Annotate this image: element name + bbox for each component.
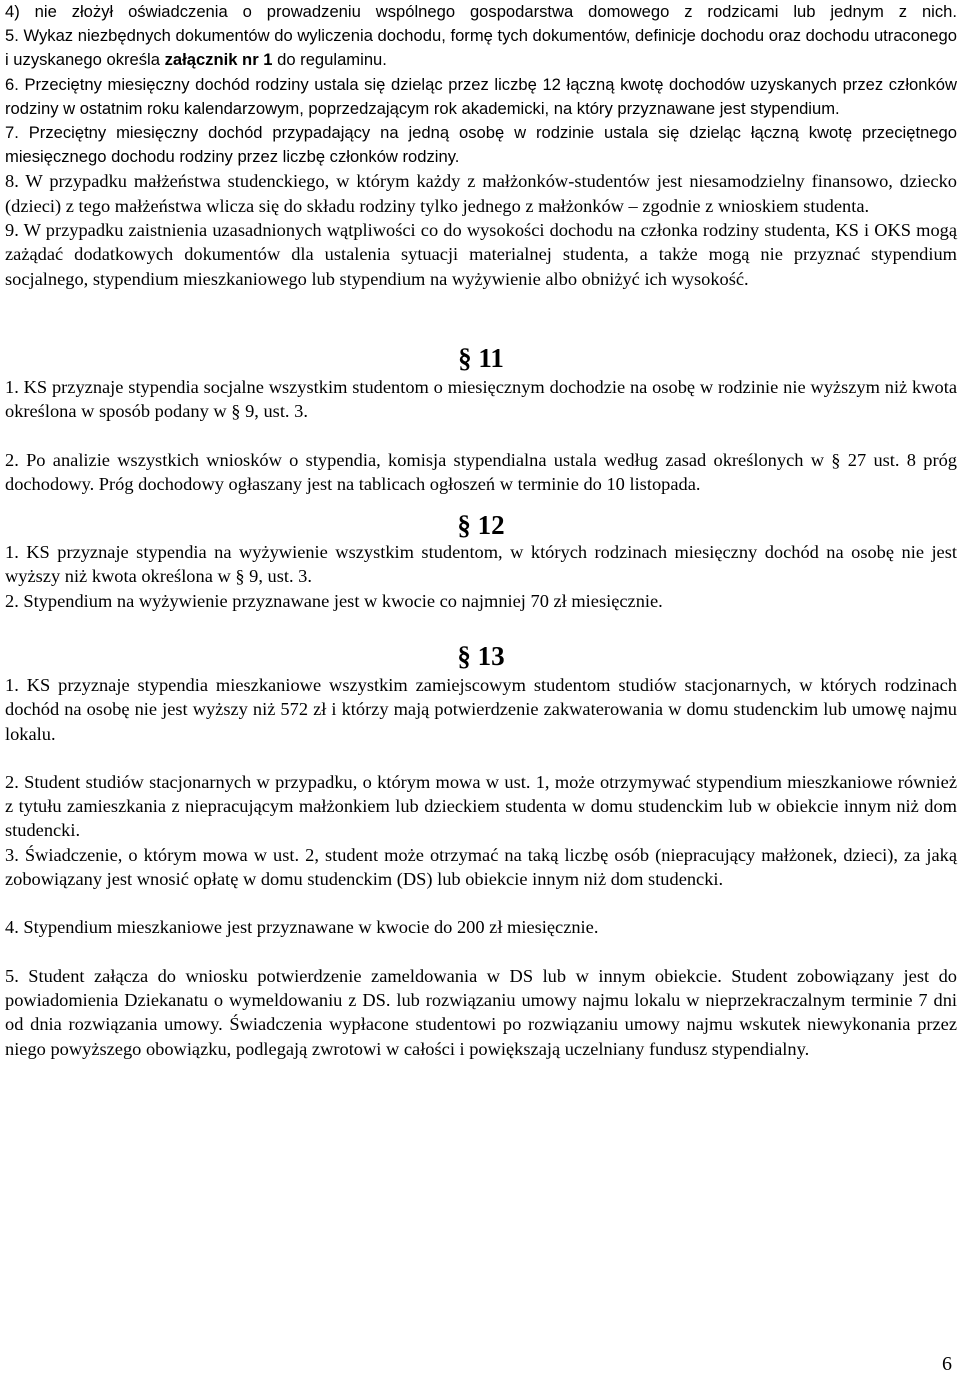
paragraph-item-4: 4) nie złożył oświadczenia o prowadzeniu wspólnego gospodarstwa domowego z rodzicami lub jednym z nich. <box>5 2 957 21</box>
paragraph-item-6: 6. Przeciętny miesięczny dochód rodziny ustala się dzieląc przez liczbę 12 łączną kwotę dochodów uzyskanych przez członków rodziny w ostatnim roku kalendarzowym, poprzedzającym rok akademicki, na który przyznawane jest stypendium. <box>5 74 957 118</box>
attachment-reference: załącznik nr 1 <box>164 50 273 70</box>
section-13-paragraph-5: 5. Student załącza do wniosku potwierdzenie zameldowania w DS lub w innym obiekcie. Student zobowiązany jest do powiadomienia Dziekanatu o wymeldowaniu z DS. lub rozwiązaniu umowy najmu lokalu w nieprzekraczalnym terminie 7 dni od dnia rozwiązania umowy. Świadczenia wypłacone studentowi po rozwiązaniu umowy najmu wskutek niewykonania przez niego powyższego obowiązku, podlegają zwrotowi w całości i powiększają uczelniany fundusz stypendialny. <box>5 965 957 1059</box>
section-12-paragraph-2: 2. Stypendium na wyżywienie przyznawane jest w kwocie co najmniej 70 zł miesięcznie. <box>5 590 663 611</box>
section-heading: § 13 <box>457 640 505 671</box>
section-11-paragraph-1: 1. KS przyznaje stypendia socjalne wszystkim studentom o miesięcznym dochodzie na osobę w rodzinie nie wyższym niż kwota określona w sposób podany w § 9, ust. 3. <box>5 376 957 422</box>
section-11-paragraph-2: 2. Po analizie wszystkich wniosków o stypendia, komisja stypendialna ustala według zasad określonych w § 27 ust. 8 próg dochodowy. Próg dochodowy ogłaszany jest na tablicach ogłoszeń w terminie do 10 listopada. <box>5 449 957 494</box>
section-12 <box>5 510 957 613</box>
section-13-paragraph-3: 3. Świadczenie, o którym mowa w ust. 2, student może otrzymać na taką liczbę osób (niepracujący małżonek, dzieci), za jaką zobowiązany jest wnosić opłatę w domu studenckim (DS) lub obiekcie innym niż dom studencki. <box>5 844 957 890</box>
income-provisions <box>5 0 957 169</box>
section-13-paragraph-1: 1. KS przyznaje stypendia mieszkaniowe wszystkim zamiejscowym studentom studiów stacjonarnych, w których rodzinach dochód na osobę nie jest wyższy niż 572 zł i którzy mają potwierdzenie zakwaterowania w domu studenckim lub umowę najmu lokalu. <box>5 674 957 744</box>
section-13 <box>5 641 957 1061</box>
section-11 <box>5 343 957 496</box>
document-page <box>5 0 957 1061</box>
paragraph-item-7: 7. Przeciętny miesięczny dochód przypadający na jedną osobę w rodzinie ustala się dzieląc łączną kwotę przeciętnego miesięcznego dochodu rodziny przez liczbę członków rodziny. <box>5 123 957 167</box>
paragraph-item-5: 5. Wykaz niezbędnych dokumentów do wyliczenia dochodu, formę tych dokumentów, definicje dochodu oraz dochodu utraconego i uzyskanego określa załącznik nr 1 do regulaminu. <box>5 26 957 70</box>
page-number: 6 <box>942 1353 952 1375</box>
section-13-paragraph-2: 2. Student studiów stacjonarnych w przypadku, o którym mowa w ust. 1, może otrzymywać stypendium mieszkaniowe również z tytułu zamieszkania z niepracującym małżonkiem lub dzieckiem studenta w domu studenckim lub w obiekcie innym niż dom studencki. <box>5 771 957 841</box>
paragraph-item-9: 9. W przypadku zaistnienia uzasadnionych wątpliwości co do wysokości dochodu na członka rodziny studenta, KS i OKS mogą zażądać dodatkowych dokumentów dla ustalenia sytuacji materialnej studenta, a także mogą nie przyznać stypendium socjalnego, stypendium mieszkaniowego lub stypendium na wyżywienie albo obniżyć ich wysokość. <box>5 220 957 289</box>
section-13-paragraph-4: 4. Stypendium mieszkaniowe jest przyznawane w kwocie do 200 zł miesięcznie. <box>5 917 599 938</box>
section-heading: § 12 <box>457 510 505 541</box>
paragraph-item-8: 8. W przypadku małżeństwa studenckiego, w którym każdy z małżonków-studentów jest niesamodzielny finansowo, dziecko (dzieci) z tego małżeństwa wlicza się do składu rodziny tylko jednego z małżonków – zgodnie z wnioskiem studenta. <box>5 171 957 216</box>
family-provisions <box>5 169 957 290</box>
section-heading: § 11 <box>458 342 504 373</box>
section-12-paragraph-1: 1. KS przyznaje stypendia na wyżywienie wszystkim studentom, w których rodzinach miesięczny dochód na osobę nie jest wyższy niż kwota określona w § 9, ust. 3. <box>5 542 957 587</box>
